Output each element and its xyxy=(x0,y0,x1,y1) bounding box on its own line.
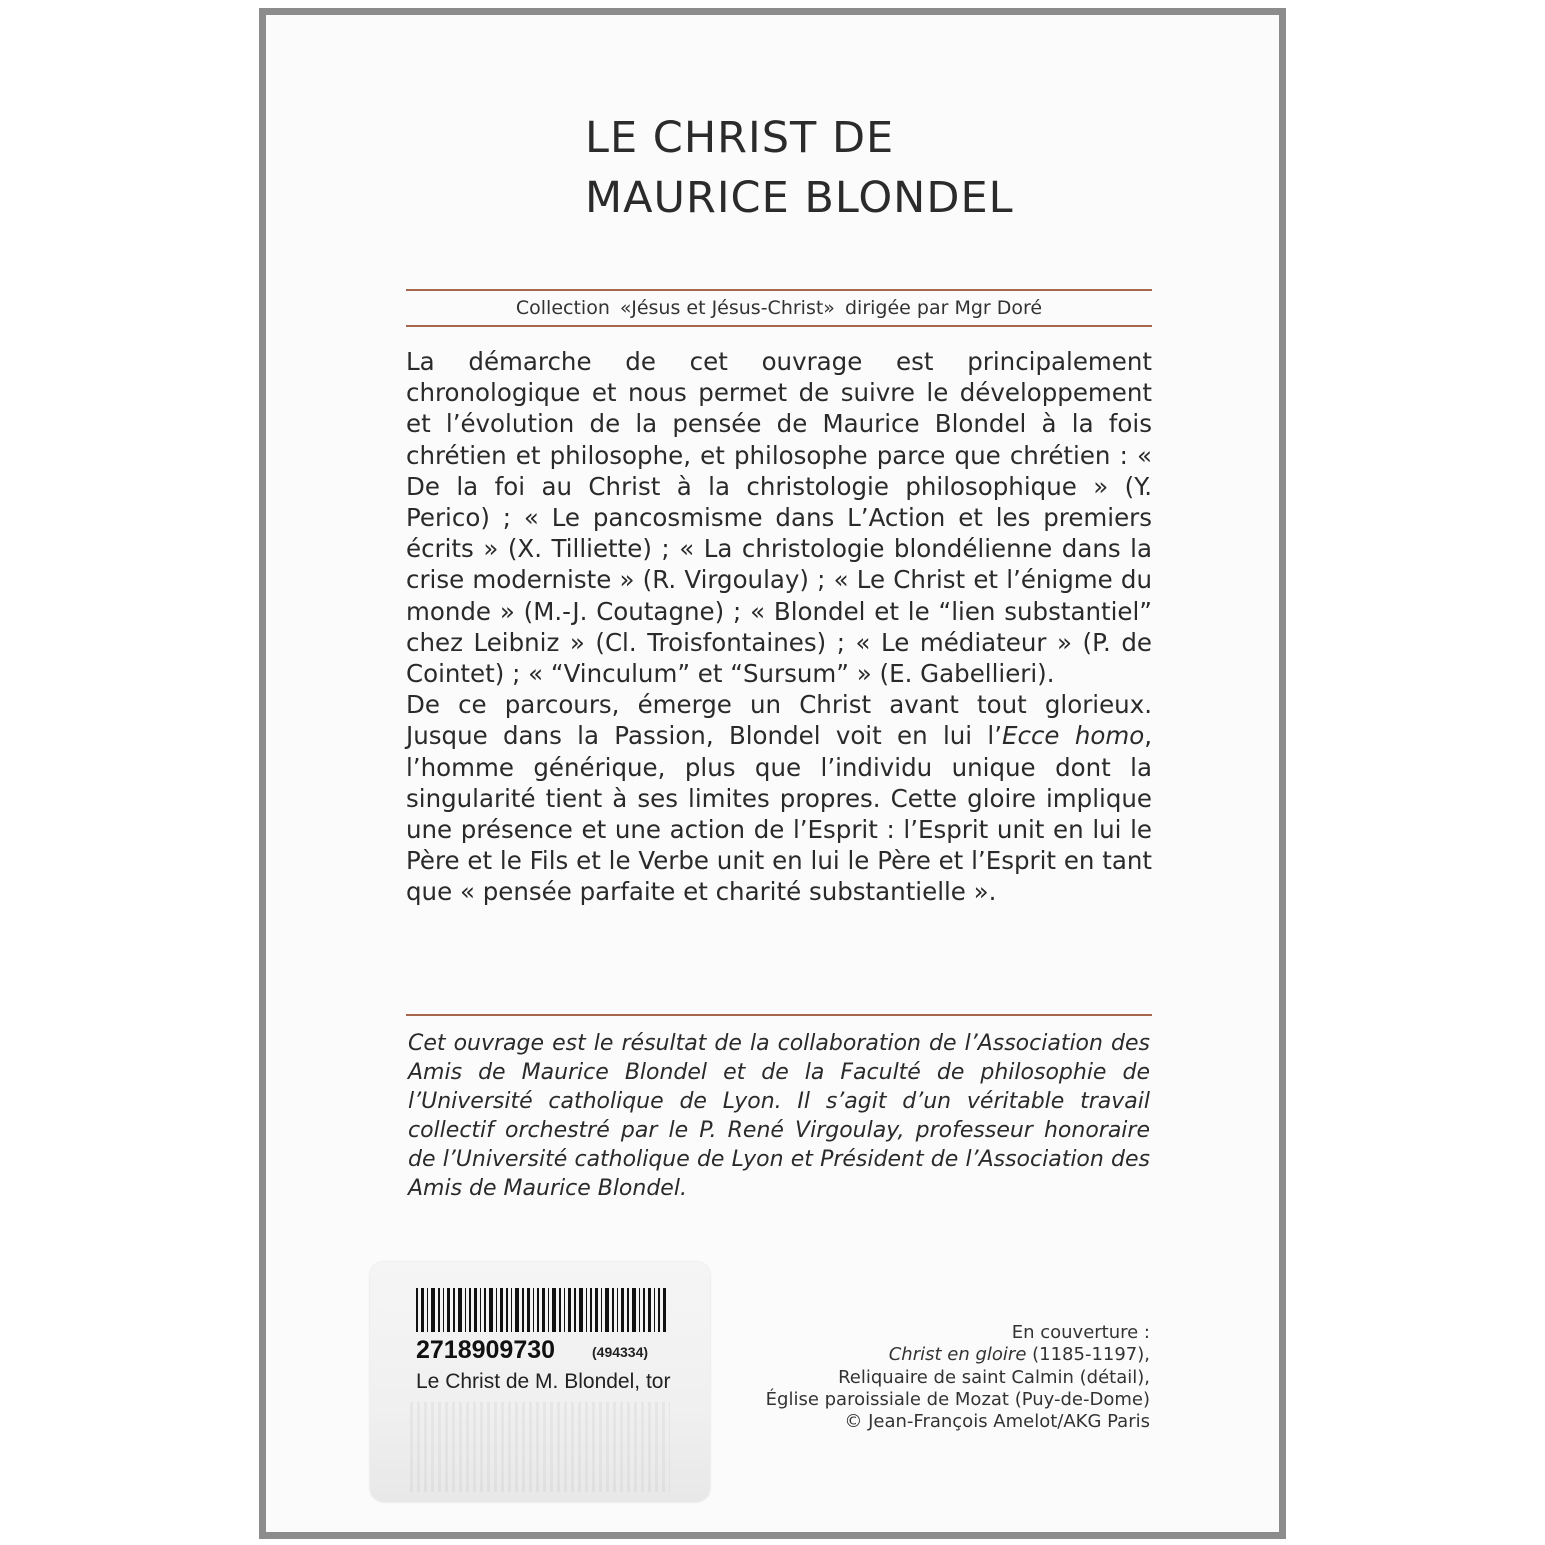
credits-line-5: © Jean-François Amelot/AKG Paris xyxy=(844,1411,1150,1433)
title-line-2: MAURICE BLONDEL xyxy=(585,173,1014,223)
description xyxy=(406,346,1152,908)
description-paragraph-2 xyxy=(406,689,1152,907)
cover-credits xyxy=(766,1322,1150,1433)
top-rule xyxy=(406,289,1152,291)
collection-bottom-rule xyxy=(406,325,1152,327)
credits-line-1: En couverture : xyxy=(1011,1322,1150,1343)
collaboration-note: Cet ouvrage est le résultat de la collaboration de l’Association des Amis de Maurice Blondel et de la Faculté de philosophie de l’Université catholique de Lyon. Il s’agit d’un véritable travail collectif orchestré par le P. René Virgoulay, professeur honoraire de l’Université catholique de Lyon et Président de l’Association des Amis de Maurice Blondel. xyxy=(408,1031,1150,1201)
title-line-1: LE CHRIST DE xyxy=(585,113,895,163)
collection-prefix: Collection xyxy=(515,297,610,319)
collection-line xyxy=(406,297,1152,319)
credits-line-4: Église paroissiale de Mozat (Puy-de-Dome) xyxy=(765,1388,1150,1410)
faded-barcode xyxy=(410,1402,670,1492)
collection-name: «Jésus et Jésus-Christ» xyxy=(619,297,835,319)
ecce-homo: Ecce homo xyxy=(1002,721,1145,751)
description-paragraph-1: La démarche de cet ouvrage est principalement chronologique et nous permet de suivre le développement et l’évolution de la pensée de Maurice Blondel à la fois chrétien et philosophe, et philosophe parce que chrétien : « De la foi au Christ à la christologie philosophique » (Y. Perico) ; « Le pancosmisme dans L’Action et les premiers écrits » (X. Tilliette) ; « La christologie blondélienne dans la crise moderniste » (R. Virgoulay) ; « Le Christ et l’énigme du monde » (M.-J. Coutagne) ; « Blondel et le “lien substantiel” chez Leibniz » (Cl. Troisfontaines) ; « Le médiateur » (P. de Cointet) ; « “Vinculum” et “Sursum” » (E. Gabellieri). xyxy=(406,347,1152,689)
collection-suffix: dirigée par Mgr Doré xyxy=(844,297,1043,319)
barcode-sticker xyxy=(370,1262,710,1502)
book-title xyxy=(585,108,1145,228)
sticker-code: (494334) xyxy=(592,1344,649,1360)
description-paragraph-2-end: , l’homme générique, plus que l’individu unique dont la singularité tient à ses limites propres. Cette gloire implique une présence et une action de l’Esprit : l’Esprit unit en lui le Père et le Fils et le Verbe unit en lui le Père et l’Esprit en tant que « pensée parfaite et charité substantielle ». xyxy=(406,721,1152,907)
barcode-icon xyxy=(416,1288,666,1332)
isbn-number: 2718909730 xyxy=(416,1336,556,1364)
artwork-dates: (1185-1197), xyxy=(1026,1344,1150,1366)
artwork-title: Christ en gloire xyxy=(888,1344,1027,1366)
credits-line-3: Reliquaire de saint Calmin (détail), xyxy=(838,1366,1150,1388)
note-rule xyxy=(406,1014,1152,1016)
sticker-title: Le Christ de M. Blondel, tor xyxy=(416,1370,671,1393)
credits-line-2 xyxy=(766,1344,1150,1366)
description-paragraph-2-start: De ce parcours, émerge un Christ avant tout glorieux. Jusque dans la Passion, Blondel voit en lui l’ xyxy=(406,690,1152,751)
